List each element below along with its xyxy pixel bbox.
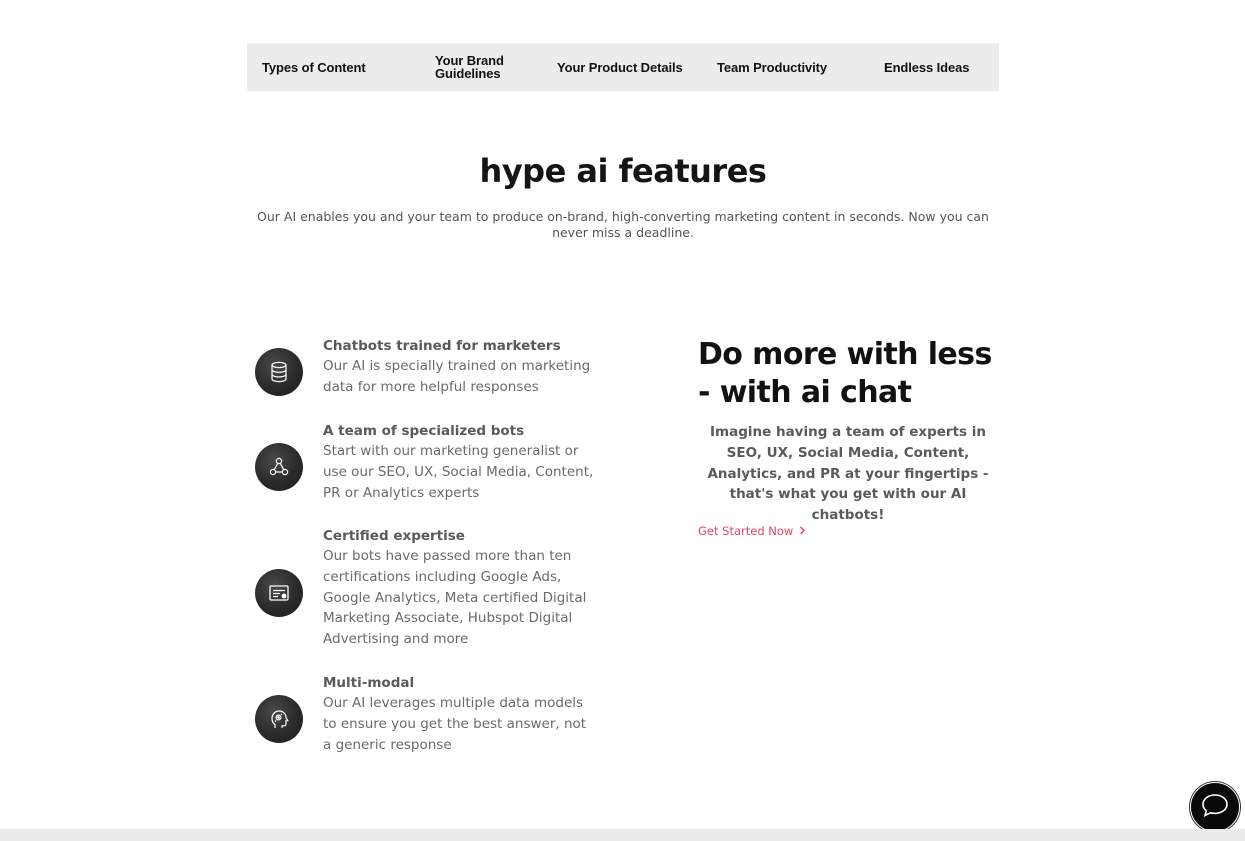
tab-types-of-content[interactable] xyxy=(262,43,366,91)
chat-widget-button[interactable] xyxy=(1190,782,1240,832)
footer-strip xyxy=(0,829,1245,841)
feature-item xyxy=(323,336,595,398)
feature-title: Certified expertise xyxy=(323,528,465,544)
cta-label: Get Started Now xyxy=(698,524,794,538)
tab-endless-ideas[interactable] xyxy=(884,43,969,91)
feature-title: A team of specialized bots xyxy=(323,423,525,439)
tab-label: Team Productivity xyxy=(717,59,828,75)
get-started-link[interactable] xyxy=(698,524,806,538)
section-title: hype ai features xyxy=(479,152,767,190)
brain-head-icon xyxy=(255,695,303,743)
feature-item xyxy=(323,421,595,503)
tab-team-productivity[interactable] xyxy=(717,43,827,91)
feature-item xyxy=(323,526,595,650)
promo-body: Imagine having a team of experts in SEO, UX, Social Media, Content, Analytics, and PR at your fingertips - that's what you get with our AI chatbots! xyxy=(707,424,989,524)
database-icon xyxy=(255,348,303,396)
feature-title: Chatbots trained for marketers xyxy=(323,338,561,354)
chevron-right-icon xyxy=(799,525,806,538)
section-intro: Our AI enables you and your team to produce on-brand, high-converting marketing content in seconds. Now you can never miss a deadline. xyxy=(257,209,989,240)
feature-description: Start with our marketing generalist or use our SEO, UX, Social Media, Content, PR or Analytics experts xyxy=(323,443,594,501)
feature-description: Our AI is specially trained on marketing data for more helpful responses xyxy=(323,358,591,395)
tab-label-line1: Your Brand xyxy=(435,53,504,68)
feature-tab-bar xyxy=(247,43,999,91)
tab-label-line2: Guidelines xyxy=(435,66,501,81)
feature-title: Multi-modal xyxy=(323,675,415,691)
team-network-icon xyxy=(255,443,303,491)
tab-label: Endless Ideas xyxy=(884,59,970,75)
feature-item xyxy=(323,673,595,755)
tab-product-details[interactable] xyxy=(557,43,683,91)
certificate-icon xyxy=(255,569,303,617)
chat-bubble-icon xyxy=(1200,792,1230,823)
feature-description: Our AI leverages multiple data models to ensure you get the best answer, not a generic response xyxy=(323,695,587,753)
promo-heading: Do more with less - with ai chat xyxy=(698,337,992,410)
tab-brand-guidelines[interactable] xyxy=(435,43,504,91)
tab-label: Types of Content xyxy=(262,59,366,75)
tab-label: Your Product Details xyxy=(557,59,683,75)
feature-description: Our bots have passed more than ten certifications including Google Ads, Google Analytics, Meta certified Digital Marketing Associate, Hubspot Digital Advertising and more xyxy=(323,548,587,648)
